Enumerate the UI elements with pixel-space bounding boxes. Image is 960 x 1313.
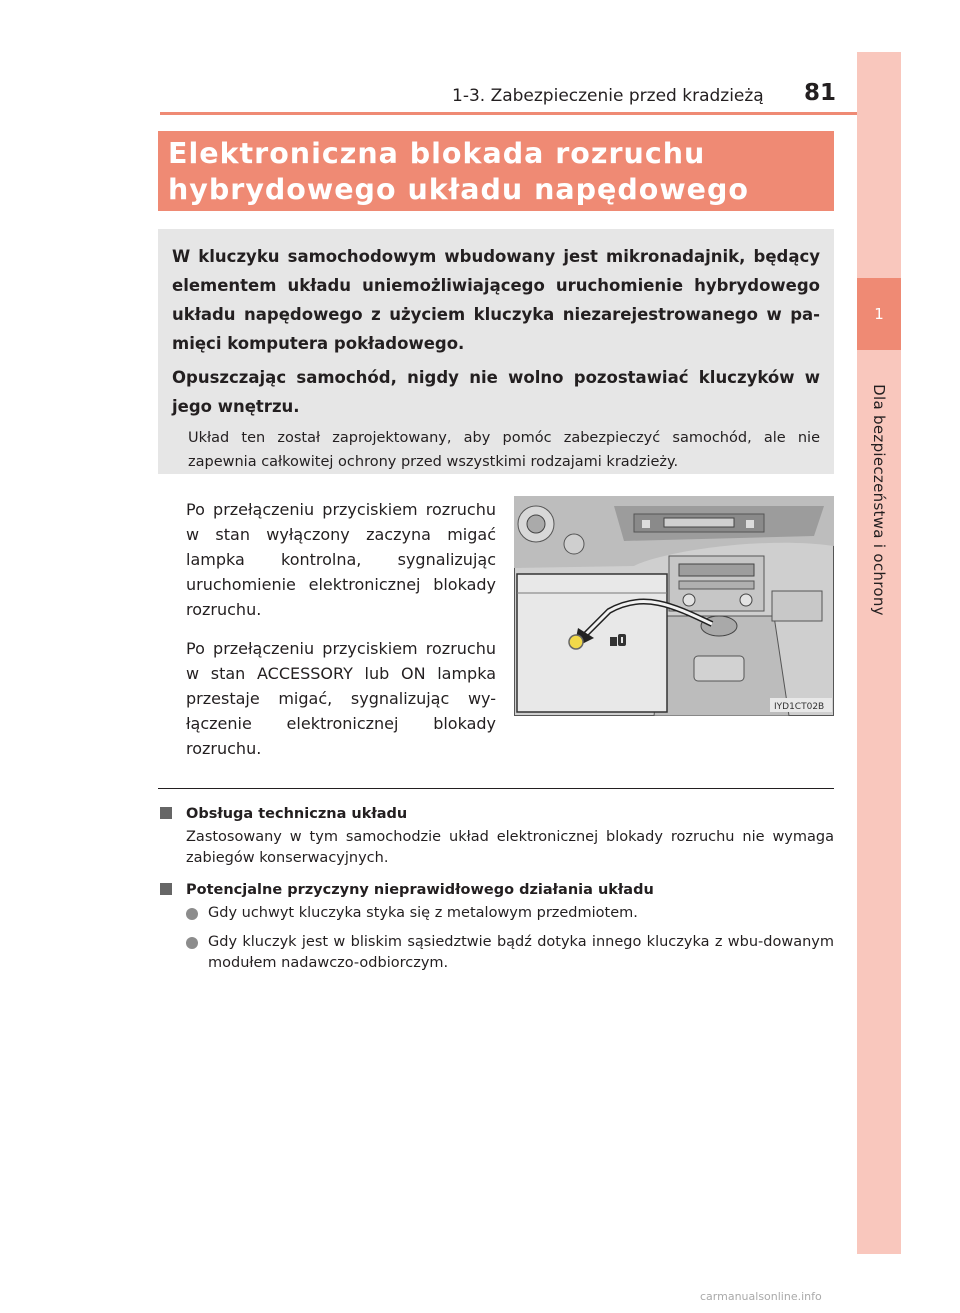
intro-note: Układ ten został zaprojektowany, aby pomóc zabezpieczyć samochód, ale nie zapewnia całkowitej ochrony przed wszystkimi rodzajami kradzieży. (188, 430, 820, 470)
list-item-text: Gdy uchwyt kluczyka styka się z metalowym przedmiotem. (208, 905, 638, 921)
circle-bullet-icon (186, 908, 198, 920)
page-title-bar (158, 131, 834, 211)
watermark: carmanualsonline.info (700, 1290, 822, 1303)
list-item-text: Gdy kluczyk jest w bliskim sąsiedztwie bądź dotyka innego kluczyka z wbu-dowanym modułem nadawczo-odbiorczym. (208, 934, 834, 971)
chapter-number-tab: 1 (857, 278, 901, 350)
intro-box (158, 229, 834, 474)
body-paragraph-1: Po przełączeniu przyciskiem rozruchu w stan wyłączony zaczyna migać lampka kontrolna, sygnalizując uruchomienie elektronicznej blokady rozruchu. (186, 500, 496, 619)
intro-paragraph-2: Opuszczając samochód, nigdy nie wolno pozostawiać kluczyków w jego wnętrzu. (172, 368, 820, 416)
list-item (160, 903, 834, 924)
page-title (168, 136, 822, 208)
body-paragraph-2: Po przełączeniu przyciskiem rozruchu w stan ACCESSORY lub ON lampka przestaje migać, sygnalizując wy-łączenie elektronicznej blokady rozruchu. (186, 639, 496, 758)
note-heading-2 (160, 879, 834, 901)
circle-bullet-icon (186, 937, 198, 949)
page-title-line2: hybrydowego układu napędowego (168, 173, 749, 206)
side-tab-strip (857, 52, 901, 1254)
note-heading-1 (160, 803, 834, 825)
square-bullet-icon (160, 807, 172, 819)
list-item (160, 932, 834, 974)
chapter-label: Dla bezpieczeństwa i ochrony (870, 384, 888, 616)
notes-section (160, 803, 834, 982)
note-heading-2-text: Potencjalne przyczyny nieprawidłowego działania układu (186, 882, 654, 898)
illustration-code: IYD1CT02B (774, 702, 825, 712)
note-heading-1-text: Obsługa techniczna układu (186, 806, 408, 822)
intro-paragraph-1: W kluczyku samochodowym wbudowany jest mikronadajnik, będący elementem układu uniemożliwiającego uruchomienie hybrydowego układu napędowego z użyciem kluczyka niezarejestrowanego w pa-mięci komputera pokładowego. (172, 247, 820, 353)
note-body-1: Zastosowany w tym samochodzie układ elektronicznej blokady rozruchu nie wymaga zabiegów konserwacyjnych. (186, 829, 834, 866)
body-text (186, 497, 496, 775)
dashboard-illustration (514, 496, 834, 716)
square-bullet-icon (160, 883, 172, 895)
section-title: 1-3. Zabezpieczenie przed kradzieżą (452, 86, 764, 106)
header-rule (160, 112, 857, 115)
page-title-line1: Elektroniczna blokada rozruchu (168, 137, 706, 170)
section-divider (158, 788, 834, 789)
page-number: 81 (804, 80, 837, 106)
